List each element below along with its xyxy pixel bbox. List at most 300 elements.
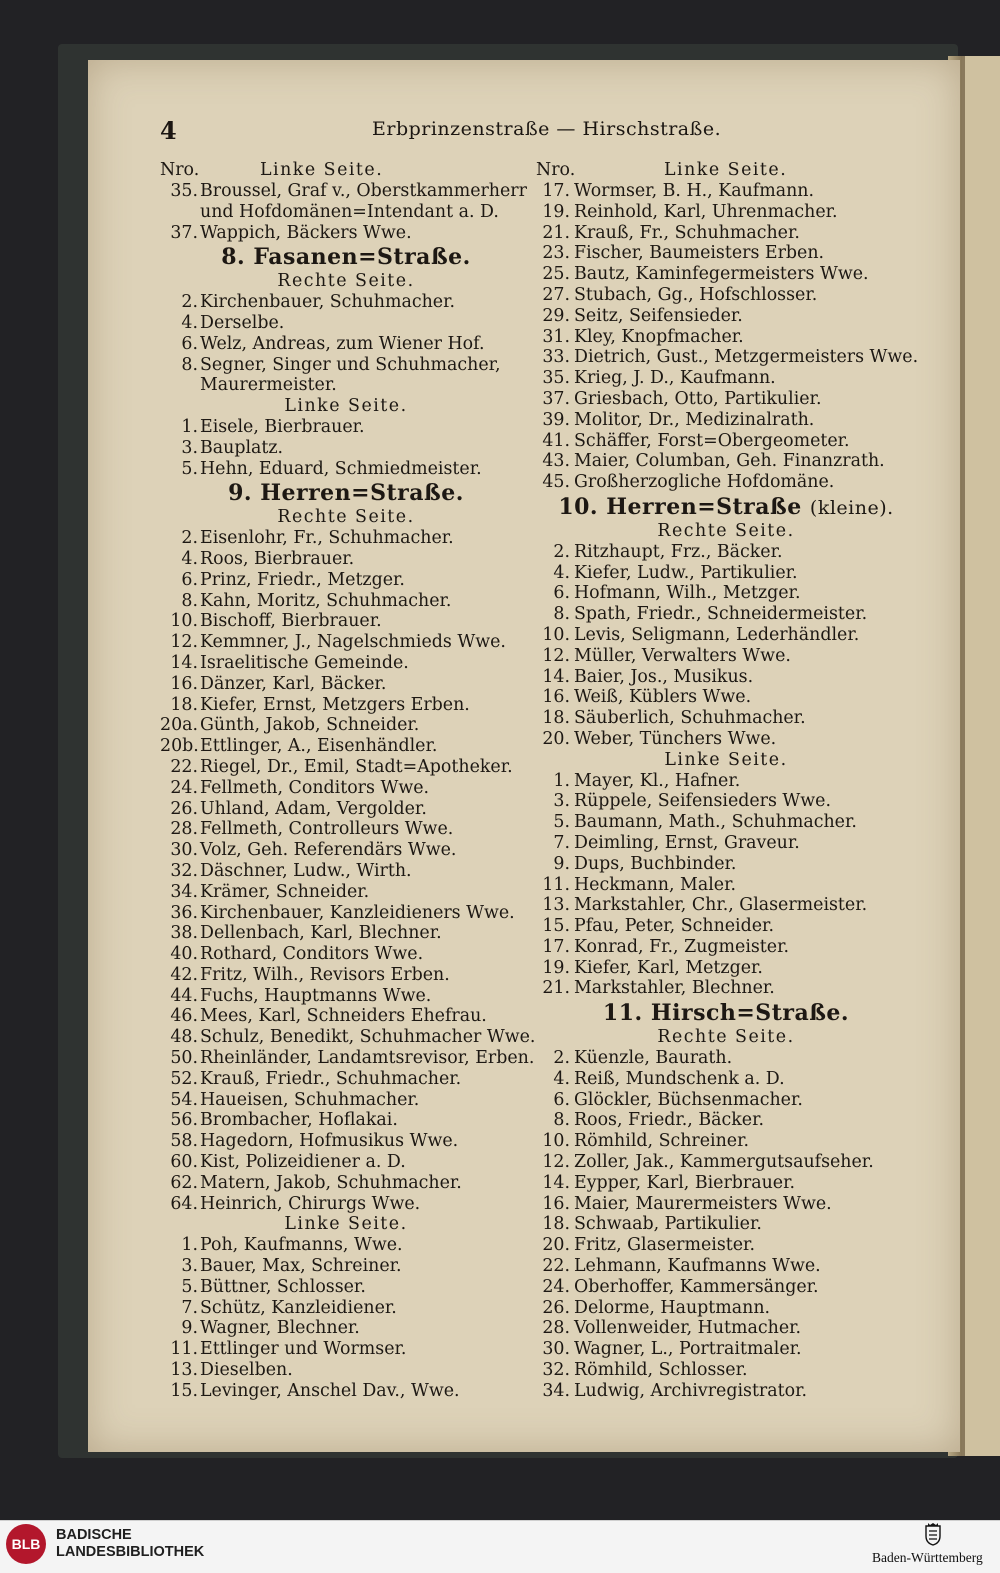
resident-text: Fuchs, Hauptmanns Wwe. [200,985,432,1006]
directory-entry [160,757,532,778]
house-number: 34. [542,1380,570,1401]
side-heading: Linke Seite. [284,396,408,417]
house-number: 1. [181,1235,198,1256]
directory-entry [160,1277,532,1298]
blb-logo[interactable]: BLB [6,1524,46,1564]
house-number: 13. [170,1360,198,1381]
house-number: 19. [542,201,570,222]
directory-entry [160,611,532,632]
resident-text: Büttner, Schlosser. [200,1276,366,1297]
resident-text: Molitor, Dr., Medizinalrath. [574,409,815,430]
resident-text: Kirchenbauer, Schuhmacher. [200,292,456,313]
directory-entry [160,715,532,736]
resident-text: Ritzhaupt, Frz., Bäcker. [574,541,783,562]
resident-text: Weber, Tünchers Wwe. [574,728,777,749]
directory-entry [536,243,916,264]
resident-text: Poh, Kaufmanns, Wwe. [200,1235,403,1256]
resident-text: Römhild, Schlosser. [574,1360,748,1381]
resident-text: Reiß, Mundschenk a. D. [574,1068,785,1089]
directory-entry [536,583,916,604]
house-number: 2. [181,292,198,313]
house-number: 3. [553,791,570,812]
directory-entry [536,771,916,792]
resident-text: Kiefer, Karl, Metzger. [574,957,763,978]
resident-text: Säuberlich, Schuhmacher. [574,708,806,729]
house-number: 18. [542,1214,570,1235]
house-number: 16. [170,673,198,694]
resident-text: Zoller, Jak., Kammergutsaufseher. [574,1152,874,1173]
house-number: 2. [553,1048,570,1069]
resident-text: Bauer, Max, Schreiner. [200,1256,402,1277]
resident-text: Kemmner, J., Nagelschmieds Wwe. [200,632,506,653]
resident-text: Prinz, Friedr., Metzger. [200,569,405,590]
state-name[interactable]: Baden-Württemberg [872,1550,983,1565]
directory-entry [160,459,532,480]
house-number: 6. [553,1089,570,1110]
resident-text: Fischer, Baumeisters Erben. [574,243,825,264]
resident-text: Baier, Jos., Musikus. [574,666,754,687]
house-number: 14. [170,652,198,673]
directory-entry [160,799,532,820]
directory-entry [536,327,916,348]
resident-text: Eypper, Karl, Bierbrauer. [574,1172,796,1193]
resident-text: Rothard, Conditors Wwe. [200,944,424,965]
directory-entry [160,1131,532,1152]
resident-text: Hehn, Eduard, Schmiedmeister. [200,458,482,479]
directory-entry [160,674,532,695]
house-number: 10. [542,624,570,645]
resident-text: Ettlinger und Wormser. [200,1339,407,1360]
resident-text: Müller, Verwalters Wwe. [574,645,791,666]
directory-entry [536,563,916,584]
left-column [160,160,536,1402]
street-heading [160,479,532,507]
directory-entry [536,958,916,979]
directory-entry [536,472,916,493]
house-number: 21. [542,978,570,999]
house-number: 32. [170,860,198,881]
house-number: 12. [542,645,570,666]
directory-entry [536,1277,916,1298]
resident-text: Kley, Knopfmacher. [574,326,744,347]
house-number: 19. [542,957,570,978]
directory-entry [160,1339,532,1360]
house-number: 4. [553,1068,570,1089]
directory-entry [536,916,916,937]
directory-entry [160,1298,532,1319]
house-number: 4. [181,548,198,569]
resident-text: Fellmeth, Controlleurs Wwe. [200,819,454,840]
house-number: 41. [542,430,570,451]
house-number: 3. [181,1256,198,1277]
house-number: 43. [542,451,570,472]
resident-text: Mayer, Kl., Hafner. [574,770,741,791]
house-number: 10. [170,611,198,632]
resident-text: Schwaab, Partikulier. [574,1214,762,1235]
resident-text: Segner, Singer und Schuhmacher, Maurermeister. [200,354,501,396]
right-column-rows [536,181,919,1402]
resident-text: Kist, Polizeidiener a. D. [200,1152,406,1173]
directory-entry [536,542,916,563]
resident-text: Bautz, Kaminfegermeisters Wwe. [574,264,869,285]
directory-entry [160,438,532,459]
directory-entry [536,812,916,833]
directory-entry [536,1298,916,1319]
house-number: 33. [542,347,570,368]
house-number: 9. [181,1318,198,1339]
directory-entry [160,965,532,986]
street-name: 11. Hirsch=Straße. [602,1000,850,1027]
house-number: 30. [542,1339,570,1360]
house-number: 34. [170,881,198,902]
directory-entry [160,570,532,591]
resident-text: Fritz, Glasermeister. [574,1235,755,1256]
house-number: 26. [170,798,198,819]
side-heading: Rechte Seite. [657,520,795,541]
house-number: 18. [542,708,570,729]
resident-text: Hagedorn, Hofmusikus Wwe. [200,1131,459,1152]
house-number: 48. [170,1027,198,1048]
directory-entry [160,313,532,334]
directory-entry [536,1152,916,1173]
resident-text: Broussel, Graf v., Oberstkammerherr und Hofdomänen=Intendant a. D. [200,181,527,222]
house-number: 6. [181,569,198,590]
street-name: 10. Herren=Straße [558,493,802,520]
street-name: 9. Herren=Straße. [228,480,464,507]
house-number: 6. [553,583,570,604]
house-number: 20. [542,1235,570,1256]
directory-entry [536,306,916,327]
directory-entry [536,646,916,667]
resident-text: Großherzogliche Hofdomäne. [574,472,835,493]
resident-text: Eisele, Bierbrauer. [200,416,365,437]
directory-entry [160,528,532,549]
directory-entry [536,368,916,389]
house-number: 9. [553,853,570,874]
street-heading [536,493,916,521]
directory-entry [536,1381,916,1402]
resident-text: Krämer, Schneider. [200,881,370,902]
resident-text: Weiß, Küblers Wwe. [574,687,752,708]
house-number: 37. [542,388,570,409]
resident-text: Krieg, J. D., Kaufmann. [574,368,776,389]
house-number: 15. [542,916,570,937]
directory-entry [536,833,916,854]
resident-text: Bischoff, Bierbrauer. [200,611,382,632]
house-number: 23. [542,243,570,264]
directory-entry [160,334,532,355]
house-number: 4. [553,562,570,583]
house-number: 8. [181,590,198,611]
resident-text: Wagner, Blechner. [200,1318,360,1339]
house-number: 27. [542,284,570,305]
directory-entry [536,729,916,750]
resident-text: Ettlinger, A., Eisenhändler. [200,736,438,757]
directory-entry [536,347,919,368]
street-heading [536,999,916,1027]
house-number: 30. [170,840,198,861]
resident-text: Dups, Buchbinder. [574,853,737,874]
directory-entry [160,1027,536,1048]
directory-entry [536,451,916,472]
directory-entry [536,1318,916,1339]
resident-text: Schäffer, Forst=Obergeometer. [574,430,850,451]
house-number: 2. [181,528,198,549]
directory-entry [160,549,532,570]
directory-entry [536,1214,916,1235]
resident-text: Mees, Karl, Schneiders Ehefrau. [200,1006,487,1027]
house-number: 60. [170,1152,198,1173]
resident-text: Welz, Andreas, zum Wiener Hof. [200,333,485,354]
resident-text: Dellenbach, Karl, Blechner. [200,923,442,944]
resident-text: Kahn, Moritz, Schuhmacher. [200,590,452,611]
directory-entry [160,695,532,716]
street-name: 8. Fasanen=Straße. [221,244,471,271]
directory-entry [536,895,916,916]
directory-entry [536,1131,916,1152]
directory-entry [160,1381,532,1402]
directory-entry [536,604,916,625]
house-number: 39. [542,409,570,430]
resident-text: Riegel, Dr., Emil, Stadt=Apotheker. [200,756,513,777]
house-number: 26. [542,1297,570,1318]
house-number: 7. [181,1297,198,1318]
directory-entry [536,1360,916,1381]
house-number: 21. [542,222,570,243]
resident-text: Reinhold, Karl, Uhrenmacher. [574,201,838,222]
house-number: 64. [170,1193,198,1214]
nro-label: Nro. [160,160,200,180]
directory-entry [160,1256,532,1277]
resident-text: Lehmann, Kaufmanns Wwe. [574,1256,821,1277]
house-number: 11. [170,1339,198,1360]
resident-text: Delorme, Hauptmann. [574,1297,771,1318]
house-number: 1. [181,416,198,437]
side-heading: Rechte Seite. [277,271,415,292]
house-number: 56. [170,1110,198,1131]
house-number: 45. [542,472,570,493]
resident-text: Deimling, Ernst, Graveur. [574,832,800,853]
directory-entry [160,223,532,244]
house-number: 13. [542,895,570,916]
resident-text: Volz, Geh. Referendärs Wwe. [200,840,457,861]
house-number: 5. [181,458,198,479]
side-label: Linke Seite. [664,160,788,180]
directory-entry [536,1173,916,1194]
directory-entry [536,1110,916,1131]
side-heading: Rechte Seite. [657,1027,795,1048]
directory-entry [536,978,916,999]
directory-entry [160,355,532,397]
directory-entry [536,791,916,812]
directory-entry [160,1235,532,1256]
directory-entry [160,292,532,313]
running-head: Erbprinzenstraße — Hirschstraße. [372,118,722,140]
house-number: 35. [542,368,570,389]
resident-text: Vollenweider, Hutmacher. [574,1318,802,1339]
directory-entry [160,840,532,861]
directory-entry [160,819,532,840]
house-number: 37. [170,222,198,243]
directory-entry [536,875,916,896]
resident-text: Markstahler, Blechner. [574,978,775,999]
house-number: 40. [170,944,198,965]
resident-text: Konrad, Fr., Zugmeister. [574,936,790,957]
resident-text: Römhild, Schreiner. [574,1131,750,1152]
directory-entry [160,861,532,882]
house-number: 16. [542,1193,570,1214]
library-name-line2: LANDESBIBLIOTHEK [56,1544,205,1560]
house-number: 62. [170,1172,198,1193]
house-number: 28. [170,819,198,840]
directory-entry [160,923,532,944]
house-number: 7. [553,832,570,853]
resident-text: Däschner, Ludw., Wirth. [200,860,412,881]
house-number: 4. [181,312,198,333]
house-number: 54. [170,1089,198,1110]
resident-text: Küenzle, Baurath. [574,1048,733,1069]
house-number: 17. [542,181,570,201]
resident-text: Heinrich, Chirurgs Wwe. [200,1193,421,1214]
directory-entry [536,285,916,306]
side-heading: Linke Seite. [284,1214,408,1235]
resident-text: Levis, Seligmann, Lederhändler. [574,624,860,645]
resident-text: Dietrich, Gust., Metzgermeisters Wwe. [574,347,919,368]
resident-text: Brombacher, Hoflakai. [200,1110,398,1131]
house-number: 8. [181,354,198,375]
house-number: 16. [542,687,570,708]
directory-entry [536,389,916,410]
resident-text: Günth, Jakob, Schneider. [200,715,420,736]
column-header [536,160,916,181]
house-number: 8. [553,1110,570,1131]
directory-entry [160,944,532,965]
house-number: 3. [181,437,198,458]
house-number: 5. [181,1276,198,1297]
resident-text: Kiefer, Ernst, Metzgers Erben. [200,694,470,715]
resident-text: Pfau, Peter, Schneider. [574,916,774,937]
resident-text: Rüppele, Seifensieders Wwe. [574,791,832,812]
house-number: 1. [553,770,570,791]
house-number: 24. [542,1276,570,1297]
coat-of-arms-icon [924,1522,942,1546]
directory-entry [536,1194,916,1215]
house-number: 58. [170,1131,198,1152]
directory-entry [536,1339,916,1360]
resident-text: Uhland, Adam, Vergolder. [200,798,427,819]
resident-text: Kirchenbauer, Kanzleidieners Wwe. [200,902,515,923]
street-suffix: (kleine). [809,496,894,519]
directory-entry [160,778,532,799]
resident-text: Seitz, Seifensieder. [574,305,743,326]
directory-entry [536,708,916,729]
house-number: 25. [542,264,570,285]
directory-entry [536,625,916,646]
right-column [536,160,919,1402]
directory-entry [160,1110,532,1131]
nro-label: Nro. [536,160,576,180]
directory-entry [536,1090,916,1111]
directory-entry [160,1173,532,1194]
resident-text: Maier, Columban, Geh. Finanzrath. [574,451,885,472]
resident-text: Maier, Maurermeisters Wwe. [574,1193,832,1214]
resident-text: Schütz, Kanzleidiener. [200,1297,397,1318]
street-heading [160,243,532,271]
house-number: 28. [542,1318,570,1339]
library-name-line1: BADISCHE [56,1527,132,1543]
house-number: 50. [170,1048,198,1069]
resident-text: Israelitische Gemeinde. [200,652,409,673]
resident-text: Dänzer, Karl, Bäcker. [200,673,387,694]
resident-text: Fellmeth, Conditors Wwe. [200,777,430,798]
house-number: 6. [181,333,198,354]
resident-text: Griesbach, Otto, Partikulier. [574,388,822,409]
directory-entry [160,181,532,223]
directory-entry [160,903,532,924]
column-header [160,160,532,181]
house-number: 8. [553,604,570,625]
house-number: 31. [542,326,570,347]
house-number: 20. [542,728,570,749]
directory-entry [536,667,916,688]
resident-text: Roos, Friedr., Bäcker. [574,1110,765,1131]
resident-text: Markstahler, Chr., Glasermeister. [574,895,868,916]
directory-entry [160,417,532,438]
next-page-edge [962,56,1000,1456]
house-number: 24. [170,777,198,798]
resident-text: Wagner, L., Portraitmaler. [574,1339,802,1360]
page-number: 4 [160,116,177,145]
directory-entry [536,1256,916,1277]
resident-text: Levinger, Anschel Dav., Wwe. [200,1380,460,1401]
resident-text: Hofmann, Wilh., Metzger. [574,583,801,604]
house-number: 35. [170,181,198,201]
directory-entry [160,1006,532,1027]
resident-text: Ludwig, Archivregistrator. [574,1380,807,1401]
resident-text: Rheinländer, Landamtsrevisor, Erben. [200,1048,535,1069]
resident-text: Stubach, Gg., Hofschlosser. [574,284,818,305]
house-number: 38. [170,923,198,944]
directory-entry [536,223,916,244]
directory-entry [160,1152,532,1173]
resident-text: Eisenlohr, Fr., Schuhmacher. [200,528,454,549]
house-number: 22. [542,1256,570,1277]
directory-entry [536,937,916,958]
resident-text: Spath, Friedr., Schneidermeister. [574,604,868,625]
house-number: 2. [553,541,570,562]
directory-entry [536,431,916,452]
directory-entry [160,591,532,612]
directory-entry [160,736,532,757]
directory-entry [536,854,916,875]
directory-entry [536,202,916,223]
resident-text: Krauß, Friedr., Schuhmacher. [200,1068,462,1089]
directory-entry [536,1235,916,1256]
resident-text: Kiefer, Ludw., Partikulier. [574,562,798,583]
house-number: 46. [170,1006,198,1027]
directory-entry [160,882,532,903]
house-number: 42. [170,964,198,985]
directory-entry [160,1090,532,1111]
library-name[interactable] [56,1527,204,1561]
house-number: 14. [542,1172,570,1193]
house-number: 22. [170,756,198,777]
resident-text: Wormser, B. H., Kaufmann. [574,181,815,201]
directory-entry [536,687,916,708]
house-number: 29. [542,305,570,326]
directory-entry [536,410,916,431]
directory-entry [536,1048,916,1069]
